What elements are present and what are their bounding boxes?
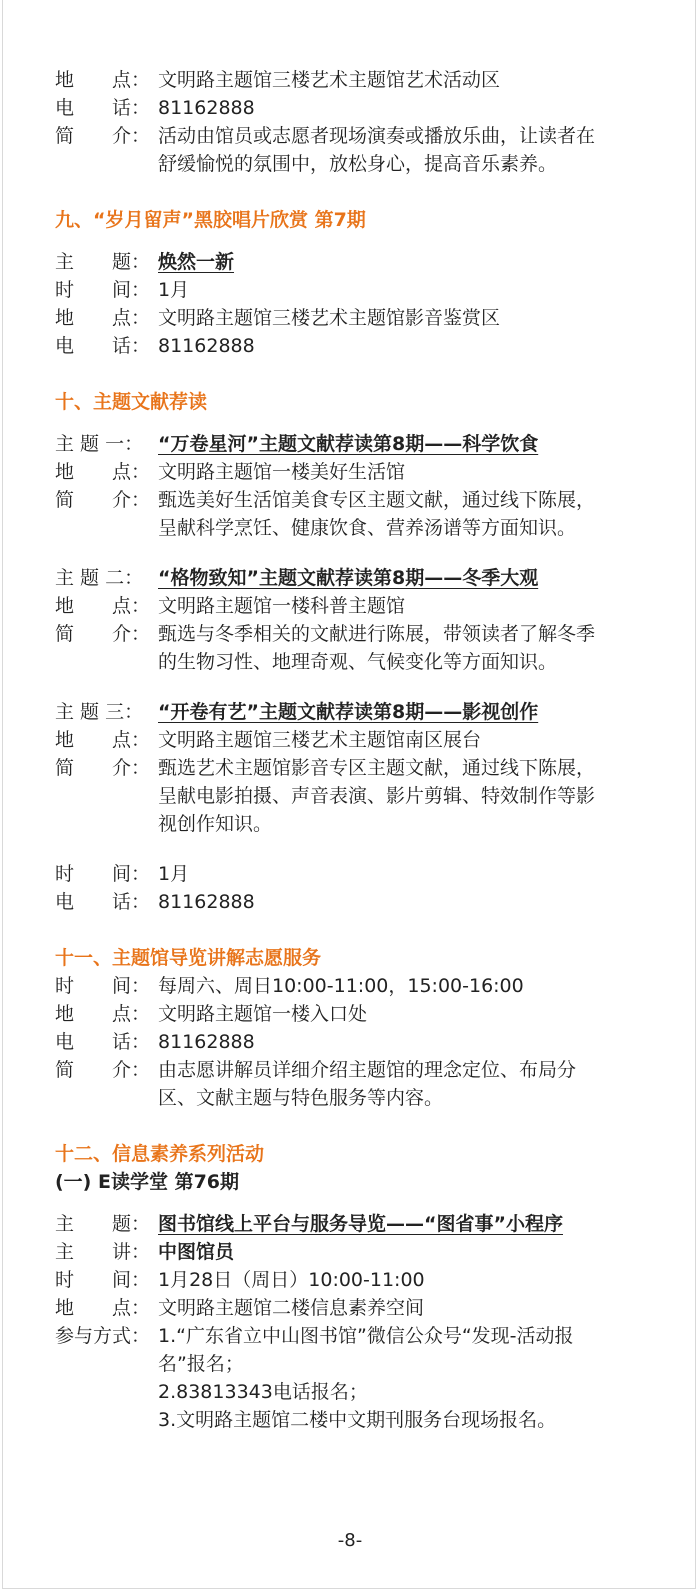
value: 甄选与冬季相关的文献进行陈展，带领读者了解冬季 的生物习性、地理奇观、气候变化等方面知识。 bbox=[158, 623, 596, 673]
value: 1月 bbox=[158, 863, 190, 885]
sec12-time-row bbox=[55, 1266, 655, 1294]
section-11-heading: 十一、主题馆导览讲解志愿服务 bbox=[55, 947, 322, 969]
sec10-t1-place-row bbox=[55, 458, 655, 486]
label: 主 题 一： bbox=[55, 433, 144, 455]
value: 活动由馆员或志愿者现场演奏或播放乐曲，让读者在 舒缓愉悦的氛围中，放松身心，提高音乐素养。 bbox=[158, 125, 596, 175]
label: 主 题： bbox=[55, 1213, 151, 1235]
value: 文明路主题馆二楼信息素养空间 bbox=[158, 1297, 425, 1319]
value: 图书馆线上平台与服务导览——“图省事”小程序 bbox=[158, 1213, 563, 1235]
sec10-t2-place-row bbox=[55, 592, 655, 620]
value: “万卷星河”主题文献荐读第8期——科学饮食 bbox=[158, 433, 539, 455]
value: “开卷有艺”主题文献荐读第8期——影视创作 bbox=[158, 701, 539, 723]
value: 1月 bbox=[158, 279, 190, 301]
sec9-tel-row bbox=[55, 332, 655, 360]
sec10-t1-desc-row bbox=[55, 486, 655, 542]
sec11-place-row bbox=[55, 1000, 655, 1028]
label: 地 点： bbox=[55, 1003, 151, 1025]
label: 时 间： bbox=[55, 279, 151, 301]
value: 1月28日（周日）10:00-11:00 bbox=[158, 1269, 425, 1291]
label: 地 点： bbox=[55, 69, 151, 91]
intro-place-row bbox=[55, 66, 655, 94]
label: 电 话： bbox=[55, 97, 151, 119]
sec12-speaker-row bbox=[55, 1238, 655, 1266]
label: 简 介： bbox=[55, 757, 151, 779]
label: 地 点： bbox=[55, 307, 151, 329]
sec10-t2-row bbox=[55, 564, 655, 592]
sec11-desc-row bbox=[55, 1056, 655, 1112]
sec10-t2-desc-row bbox=[55, 620, 655, 676]
sec10-t3-place-row bbox=[55, 726, 655, 754]
value: 文明路主题馆三楼艺术主题馆南区展台 bbox=[158, 729, 482, 751]
sec9-place-row bbox=[55, 304, 655, 332]
sec10-t3-desc-row bbox=[55, 754, 655, 838]
value: 81162888 bbox=[158, 97, 255, 119]
section-10-heading: 十、主题文献荐读 bbox=[55, 391, 208, 413]
value: 文明路主题馆一楼科普主题馆 bbox=[158, 595, 406, 617]
sec12-join-row bbox=[55, 1322, 655, 1434]
sec10-time-row bbox=[55, 860, 655, 888]
value: “格物致知”主题文献荐读第8期——冬季大观 bbox=[158, 567, 539, 589]
page-content bbox=[55, 66, 655, 1434]
intro-desc-row bbox=[55, 122, 655, 178]
label: 简 介： bbox=[55, 623, 151, 645]
label: 地 点： bbox=[55, 729, 151, 751]
page-number: -8- bbox=[337, 1530, 363, 1551]
sec11-tel-row bbox=[55, 1028, 655, 1056]
label: 地 点： bbox=[55, 595, 151, 617]
value: 由志愿讲解员详细介绍主题馆的理念定位、布局分 区、文献主题与特色服务等内容。 bbox=[158, 1059, 577, 1109]
label: 简 介： bbox=[55, 489, 151, 511]
label: 时 间： bbox=[55, 975, 151, 997]
value: 81162888 bbox=[158, 335, 255, 357]
sec9-time-row bbox=[55, 276, 655, 304]
value: 文明路主题馆三楼艺术主题馆艺术活动区 bbox=[158, 69, 501, 91]
sec12-place-row bbox=[55, 1294, 655, 1322]
value: 焕然一新 bbox=[158, 251, 235, 273]
value: 1.“广东省立中山图书馆”微信公众号“发现-活动报 名”报名； 2.83813343电话报名； 3.文明路主题馆二楼中文期刊服务台现场报名。 bbox=[158, 1325, 574, 1431]
label: 主 题 二： bbox=[55, 567, 144, 589]
sec11-time-row bbox=[55, 972, 655, 1000]
section-12-subheading: (一) E读学堂 第76期 bbox=[55, 1171, 240, 1193]
value: 文明路主题馆一楼美好生活馆 bbox=[158, 461, 406, 483]
label: 主 题： bbox=[55, 251, 151, 273]
label: 电 话： bbox=[55, 335, 151, 357]
value: 甄选艺术主题馆影音专区主题文献，通过线下陈展， 呈献电影拍摄、声音表演、影片剪辑、特效制作等影 视创作知识。 bbox=[158, 757, 596, 835]
sec9-theme-row bbox=[55, 248, 655, 276]
value: 中图馆员 bbox=[158, 1241, 235, 1263]
value: 每周六、周日10:00-11:00，15:00-16:00 bbox=[158, 975, 524, 997]
sec10-t1-row bbox=[55, 430, 655, 458]
label: 参与方式： bbox=[55, 1325, 151, 1347]
label: 简 介： bbox=[55, 1059, 151, 1081]
label: 主 讲： bbox=[55, 1241, 151, 1263]
sec12-theme-row bbox=[55, 1210, 655, 1238]
value: 81162888 bbox=[158, 1031, 255, 1053]
sec10-tel-row bbox=[55, 888, 655, 916]
label: 地 点： bbox=[55, 461, 151, 483]
value: 81162888 bbox=[158, 891, 255, 913]
label: 简 介： bbox=[55, 125, 151, 147]
value: 文明路主题馆三楼艺术主题馆影音鉴赏区 bbox=[158, 307, 501, 329]
intro-tel-row bbox=[55, 94, 655, 122]
label: 时 间： bbox=[55, 1269, 151, 1291]
sec10-t3-row bbox=[55, 698, 655, 726]
section-12-heading: 十二、信息素养系列活动 bbox=[55, 1143, 265, 1165]
label: 时 间： bbox=[55, 863, 151, 885]
label: 主 题 三： bbox=[55, 701, 144, 723]
value: 甄选美好生活馆美食专区主题文献，通过线下陈展， 呈献科学烹饪、健康饮食、营养汤谱等方面知识。 bbox=[158, 489, 596, 539]
label: 地 点： bbox=[55, 1297, 151, 1319]
value: 文明路主题馆一楼入口处 bbox=[158, 1003, 368, 1025]
label: 电 话： bbox=[55, 1031, 151, 1053]
label: 电 话： bbox=[55, 891, 151, 913]
section-9-heading: 九、“岁月留声”黑胶唱片欣赏 第7期 bbox=[55, 209, 366, 231]
